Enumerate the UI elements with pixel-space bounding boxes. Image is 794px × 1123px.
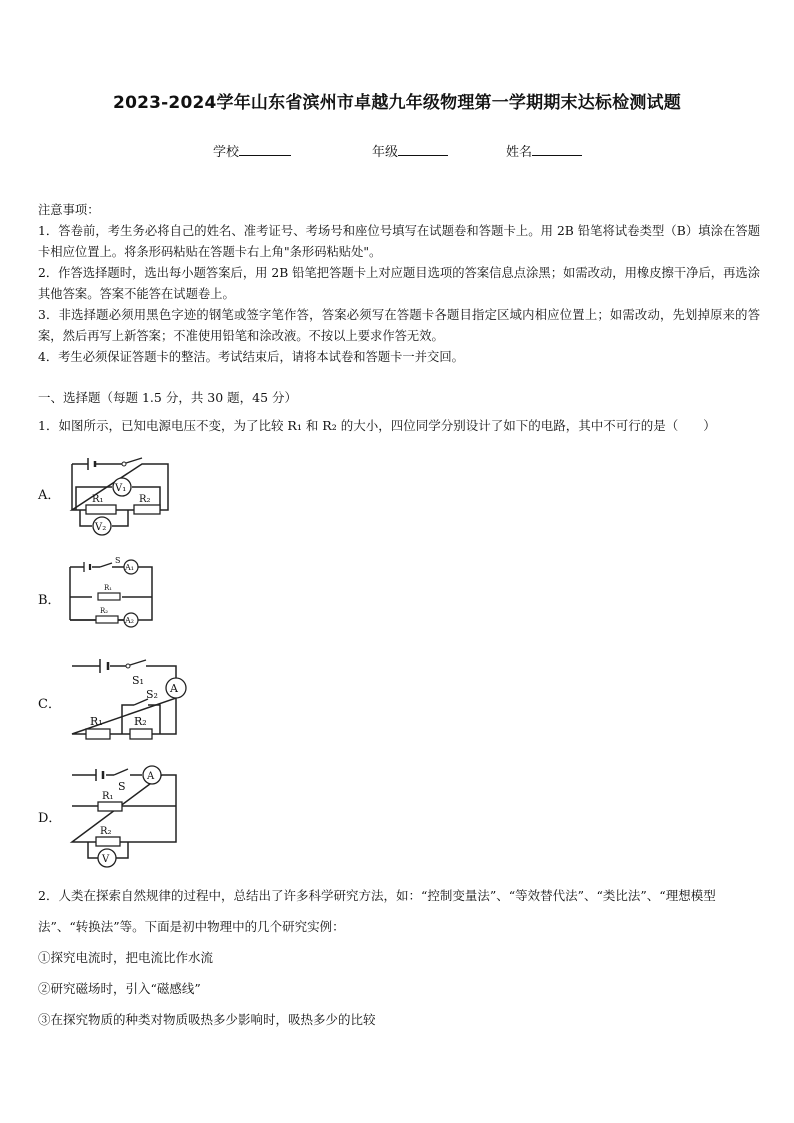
q2-item-3: ③在探究物质的种类对物质吸热多少影响时，吸热多少的比较 [38, 1012, 376, 1027]
notice-item-4: 4．考生必须保证答题卡的整洁。考试结束后，请将本试卷和答题卡一并交回。 [38, 350, 464, 364]
grade-label: 年级 [372, 145, 399, 160]
notice-heading: 注意事项： [38, 203, 100, 217]
v-label: V [102, 854, 110, 865]
q2-item-2: ②研究磁场时，引入“磁感线” [38, 981, 201, 996]
s-label: S [115, 556, 121, 565]
v2-label: V₂ [95, 522, 107, 533]
switch-s-icon [114, 769, 128, 793]
battery-icon [96, 769, 103, 781]
question-1-stem: 1．如图所示，已知电源电压不变，为了比较 R₁ 和 R₂ 的大小，四位同学分别设计了如下的电路，其中不可行的是（ ） [38, 418, 716, 433]
section-heading: 一、选择题（每题 1.5 分，共 30 题，45 分） [38, 390, 298, 405]
q2-item-1: ①探究电流时，把电流比作水流 [38, 950, 214, 965]
r2-label: R₂ [134, 715, 147, 728]
s-label: S [118, 780, 126, 793]
question-2-stem: 2．人类在探索自然规律的过程中，总结出了许多科学研究方法，如：“控制变量法”、“等效替代法”、“类比法”、“理想模型法”、“转换法”等。下面是初中物理中的几个研究实例： [38, 888, 716, 934]
r2-label: R₂ [139, 494, 151, 505]
a-label: A [147, 771, 155, 782]
r1-label: R₁ [102, 791, 114, 802]
option-b-label[interactable]: B． [38, 593, 61, 608]
a2-label: A₂ [125, 616, 134, 625]
notice-item-1: 1．答卷前，考生务必将自己的姓名、准考证号、考场号和座位号填写在试题卷和答题卡上。用 2B 铅笔将试卷类型（B）填涂在答题卡相应位置上。将条形码粘贴在答题卡右上角"条形码粘贴处"。 [38, 224, 760, 259]
option-a-label[interactable]: A． [38, 488, 61, 503]
ammeter-a-icon [143, 766, 161, 784]
name-label: 姓名 [506, 145, 533, 160]
r1-label: R₁ [104, 584, 113, 592]
question-2 [38, 880, 760, 1035]
school-label: 学校 [213, 145, 240, 160]
resistor-r2-icon [96, 826, 120, 846]
notice-item-3: 3．非选择题必须用黑色字迹的钢笔或签字笔作答，答案必须写在答题卡各题目指定区域内相应位置上；如需改动，先划掉原来的答案，然后再写上新答案；不准使用铅笔和涂改液。不按以上要求作答无效。 [38, 308, 760, 343]
r2-label: R₂ [100, 826, 112, 837]
option-c-label[interactable]: C． [38, 697, 61, 712]
notice-item-2: 2．作答选择题时，选出每小题答案后，用 2B 铅笔把答题卡上对应题目选项的答案信息点涂黑；如需改动，用橡皮擦干净后，再选涂其他答案。答案不能答在试题卷上。 [38, 266, 760, 301]
resistor-r1-icon [98, 791, 122, 811]
page-title: 2023-2024学年山东省滨州市卓越九年级物理第一学期期末达标检测试题 [113, 93, 681, 113]
v1-label: V₁ [115, 483, 127, 494]
r2-label: R₂ [100, 607, 109, 615]
s2-label: S₂ [146, 688, 158, 701]
a1-label: A₁ [125, 563, 134, 572]
option-d-label[interactable]: D． [38, 811, 62, 826]
r1-label: R₁ [90, 715, 103, 728]
s1-label: S₁ [132, 674, 144, 687]
r1-label: R₁ [92, 494, 104, 505]
a-label: A [170, 682, 178, 695]
